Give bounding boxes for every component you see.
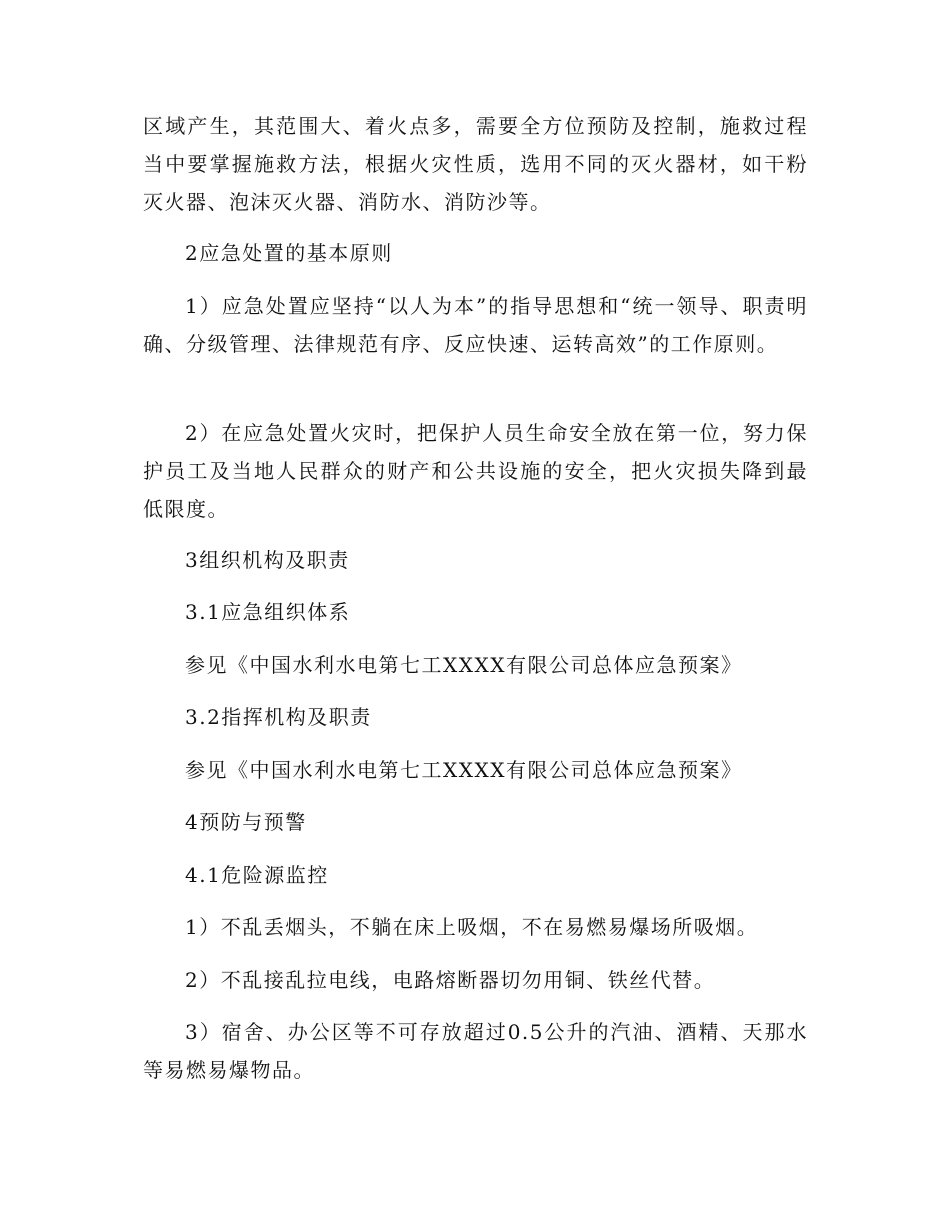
list-item-3: 3）宿舍、办公区等不可存放超过0.5公升的汽油、酒精、天那水等易燃易爆物品。 — [143, 1020, 808, 1082]
paragraph-reference-3-2: 参见《中国水利水电第七工XXXX有限公司总体应急预案》 — [185, 758, 743, 782]
paragraph-principle-2: 2）在应急处置火灾时，把保护人员生命安全放在第一位，努力保护员工及当地人民群众的财产和公共设施的安全，把火灾损失降到最低限度。 — [143, 421, 808, 521]
list-item-1: 1）不乱丢烟头，不躺在床上吸烟，不在易燃易爆场所吸烟。 — [185, 915, 759, 939]
paragraph-principle-1: 1）应急处置应坚持“以人为本”的指导思想和“统一领导、职责明确、分级管理、法律规范有序、反应快速、运转高效”的工作原则。 — [143, 294, 808, 356]
paragraph-reference-3-1: 参见《中国水利水电第七工XXXX有限公司总体应急预案》 — [185, 653, 743, 677]
subsection-heading-3-1: 3.1应急组织体系 — [185, 600, 351, 624]
section-heading-4: 4预防与预警 — [185, 810, 307, 834]
section-heading-2: 2应急处置的基本原则 — [185, 241, 393, 265]
list-item-2: 2）不乱接乱拉电线，电路熔断器切勿用铜、铁丝代替。 — [185, 968, 716, 992]
subsection-heading-3-2: 3.2指挥机构及职责 — [185, 705, 372, 729]
section-heading-3: 3组织机构及职责 — [185, 548, 350, 572]
subsection-heading-4-1: 4.1危险源监控 — [185, 863, 329, 887]
paragraph-continuation: 区域产生，其范围大、着火点多，需要全方位预防及控制，施救过程当中要掌握施救方法，根据火灾性质，选用不同的灭火器材，如干粉灭火器、泡沫灭火器、消防水、消防沙等。 — [143, 114, 808, 214]
